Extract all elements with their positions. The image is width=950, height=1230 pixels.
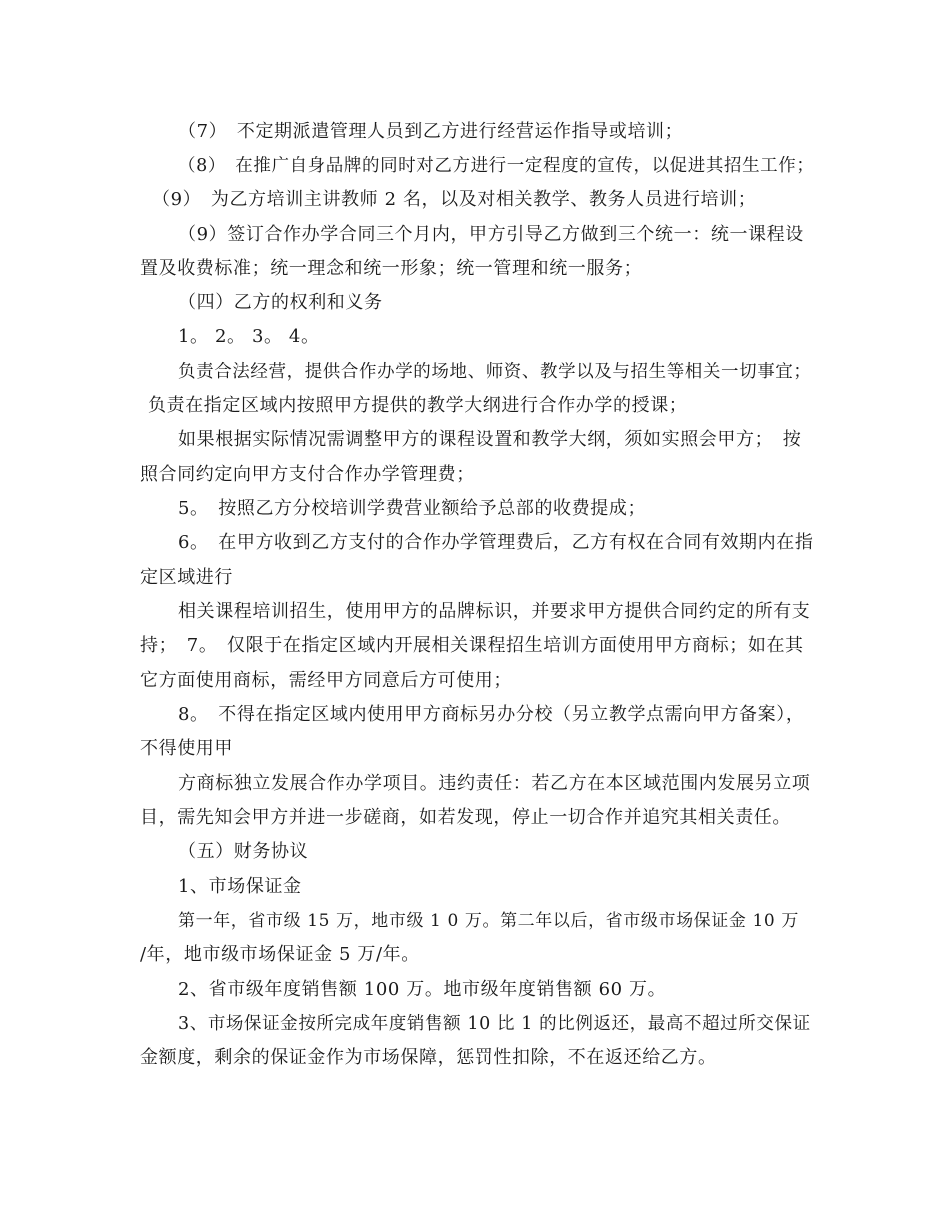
text-line: 照合同约定向甲方支付合作办学管理费；	[140, 464, 475, 485]
text-line: 负责合法经营，提供合作办学的场地、师资、教学以及与招生等相关一切事宜；	[178, 362, 812, 382]
text-line: 置及收费标准；统一理念和统一形象；统一管理和统一服务；	[140, 258, 643, 279]
text-line: 8。 不得在指定区域内使用甲方商标另办分校（另立教学点需向甲方备案），	[178, 704, 805, 725]
text-line: 持； 7。 仅限于在指定区域内开展相关课程招生培训方面使用甲方商标；如在其	[140, 635, 804, 656]
text-line: 相关课程培训招生，使用甲方的品牌标识，并要求甲方提供合同约定的所有支	[178, 601, 811, 622]
text-line: 第一年，省市级 15 万，地市级 1 0 万。第二年以后，省市级市场保证金 10 万	[178, 911, 799, 931]
text-line: /年，地市级市场保证金 5 万/年。	[140, 944, 420, 965]
text-line: 负责在指定区域内按照甲方提供的教学大纲进行合作办学的授课；	[148, 395, 688, 416]
text-line: 5。 按照乙方分校培训学费营业额给予总部的收费提成；	[178, 498, 647, 519]
text-line: 金额度，剩余的保证金作为市场保障，惩罚性扣除，不在返还给乙方。	[140, 1047, 717, 1068]
text-line: 定区域进行	[140, 567, 233, 588]
text-line: （7） 不定期派遣管理人员到乙方进行经营运作指导或培训；	[178, 121, 684, 142]
text-line: 2、省市级年度销售额 100 万。地市级年度销售额 60 万。	[178, 979, 667, 1000]
text-line: （8） 在推广自身品牌的同时对乙方进行一定程度的宣传，以促进其招生工作；	[178, 156, 815, 176]
text-line: （四）乙方的权利和义务	[178, 292, 383, 313]
text-line: 方商标独立发展合作办学项目。违约责任：若乙方在本区域范围内发展另立项	[178, 773, 811, 794]
text-line: 1、市场保证金	[178, 876, 302, 897]
text-line: 6。 在甲方收到乙方支付的合作办学管理费后，乙方有权在合同有效期内在指	[178, 532, 814, 553]
text-line: 目，需先知会甲方并进一步磋商，如若发现，停止一切合作并追究其相关责任。	[140, 807, 791, 828]
text-line: 不得使用甲	[140, 738, 233, 759]
text-line: 3、市场保证金按所完成年度销售额 10 比 1 的比例返还，最高不超过所交保证	[178, 1014, 811, 1034]
text-line: （五）财务协议	[178, 841, 309, 862]
text-line: （9）签订合作办学合同三个月内，甲方引导乙方做到三个统一：统一课程设	[178, 224, 804, 245]
text-line: （9） 为乙方培训主讲教师 2 名，以及对相关教学、教务人员进行培训；	[152, 189, 757, 210]
text-line: 1。 2。 3。 4。	[178, 326, 320, 347]
text-line: 如果根据实际情况需调整甲方的课程设置和教学大纲，须如实照会甲方； 按	[178, 429, 802, 450]
text-line: 它方面使用商标，需经甲方同意后方可使用；	[140, 670, 512, 691]
